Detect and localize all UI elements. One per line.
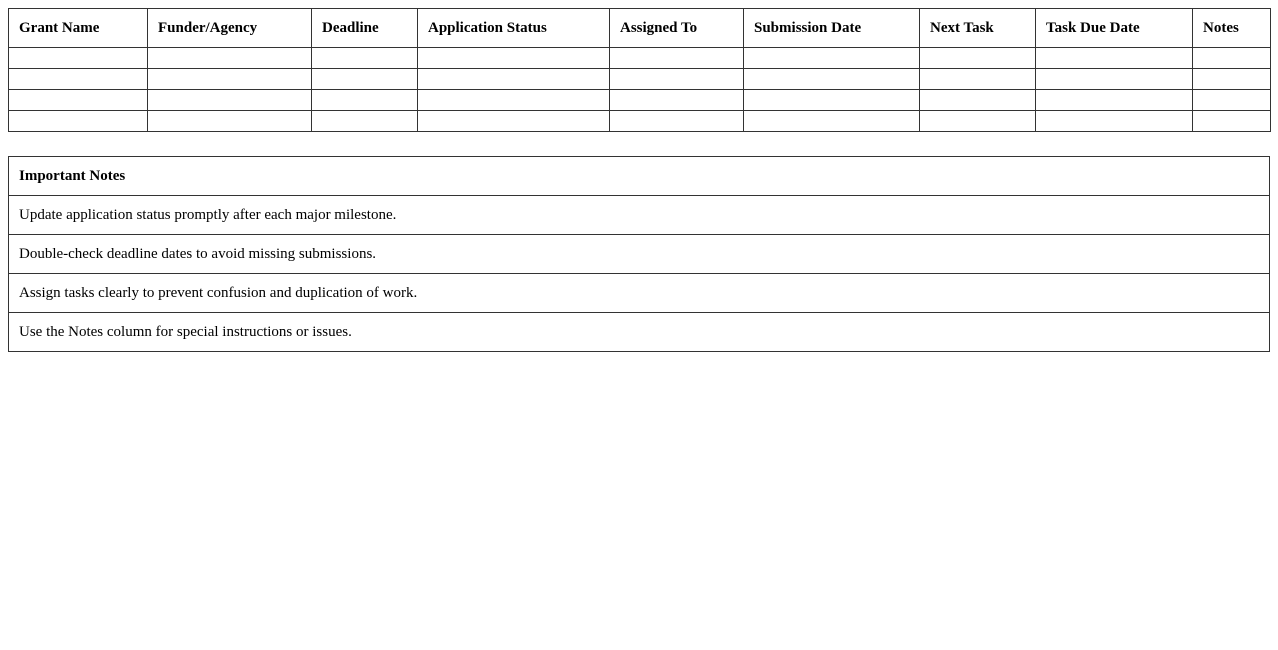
column-header-next-task: Next Task — [920, 9, 1036, 48]
table-cell[interactable] — [744, 111, 920, 132]
table-cell[interactable] — [1193, 111, 1271, 132]
table-cell[interactable] — [312, 111, 418, 132]
table-cell[interactable] — [418, 69, 610, 90]
table-cell[interactable] — [312, 90, 418, 111]
table-cell[interactable] — [744, 48, 920, 69]
important-notes-table — [8, 156, 1270, 352]
column-header-task-due-date: Task Due Date — [1036, 9, 1193, 48]
page-content — [8, 8, 1270, 352]
list-item — [9, 313, 1270, 352]
table-cell[interactable] — [610, 90, 744, 111]
table-cell[interactable] — [920, 48, 1036, 69]
table-cell[interactable] — [1193, 69, 1271, 90]
table-cell[interactable] — [9, 111, 148, 132]
table-cell[interactable] — [1036, 48, 1193, 69]
table-cell[interactable] — [744, 90, 920, 111]
table-cell[interactable] — [312, 69, 418, 90]
table-cell[interactable] — [610, 111, 744, 132]
grant-tracker-table — [8, 8, 1271, 132]
table-cell[interactable] — [9, 90, 148, 111]
table-cell[interactable] — [418, 90, 610, 111]
table-cell[interactable] — [744, 69, 920, 90]
table-cell[interactable] — [610, 48, 744, 69]
table-cell[interactable] — [148, 48, 312, 69]
table-cell[interactable] — [920, 111, 1036, 132]
table-cell[interactable] — [148, 111, 312, 132]
table-row — [9, 111, 1271, 132]
column-header-funder-agency: Funder/Agency — [148, 9, 312, 48]
table-cell[interactable] — [9, 48, 148, 69]
table-cell[interactable] — [610, 69, 744, 90]
column-header-application-status: Application Status — [418, 9, 610, 48]
table-cell[interactable] — [1193, 90, 1271, 111]
table-cell[interactable] — [148, 69, 312, 90]
note-text: Assign tasks clearly to prevent confusion and duplication of work. — [9, 274, 1270, 313]
table-row — [9, 69, 1271, 90]
list-item — [9, 274, 1270, 313]
table-cell[interactable] — [312, 48, 418, 69]
column-header-grant-name: Grant Name — [9, 9, 148, 48]
table-cell[interactable] — [418, 48, 610, 69]
important-notes-heading: Important Notes — [9, 157, 1270, 196]
table-cell[interactable] — [418, 111, 610, 132]
notes-header-row — [9, 157, 1270, 196]
note-text: Update application status promptly after each major milestone. — [9, 196, 1270, 235]
table-cell[interactable] — [1036, 69, 1193, 90]
column-header-deadline: Deadline — [312, 9, 418, 48]
note-text: Double-check deadline dates to avoid missing submissions. — [9, 235, 1270, 274]
list-item — [9, 196, 1270, 235]
table-row — [9, 48, 1271, 69]
column-header-submission-date: Submission Date — [744, 9, 920, 48]
table-header-row — [9, 9, 1271, 48]
table-cell[interactable] — [148, 90, 312, 111]
table-cell[interactable] — [9, 69, 148, 90]
table-cell[interactable] — [1193, 48, 1271, 69]
table-cell[interactable] — [920, 90, 1036, 111]
table-cell[interactable] — [1036, 111, 1193, 132]
note-text: Use the Notes column for special instructions or issues. — [9, 313, 1270, 352]
column-header-notes: Notes — [1193, 9, 1271, 48]
table-row — [9, 90, 1271, 111]
table-cell[interactable] — [920, 69, 1036, 90]
list-item — [9, 235, 1270, 274]
column-header-assigned-to: Assigned To — [610, 9, 744, 48]
table-cell[interactable] — [1036, 90, 1193, 111]
